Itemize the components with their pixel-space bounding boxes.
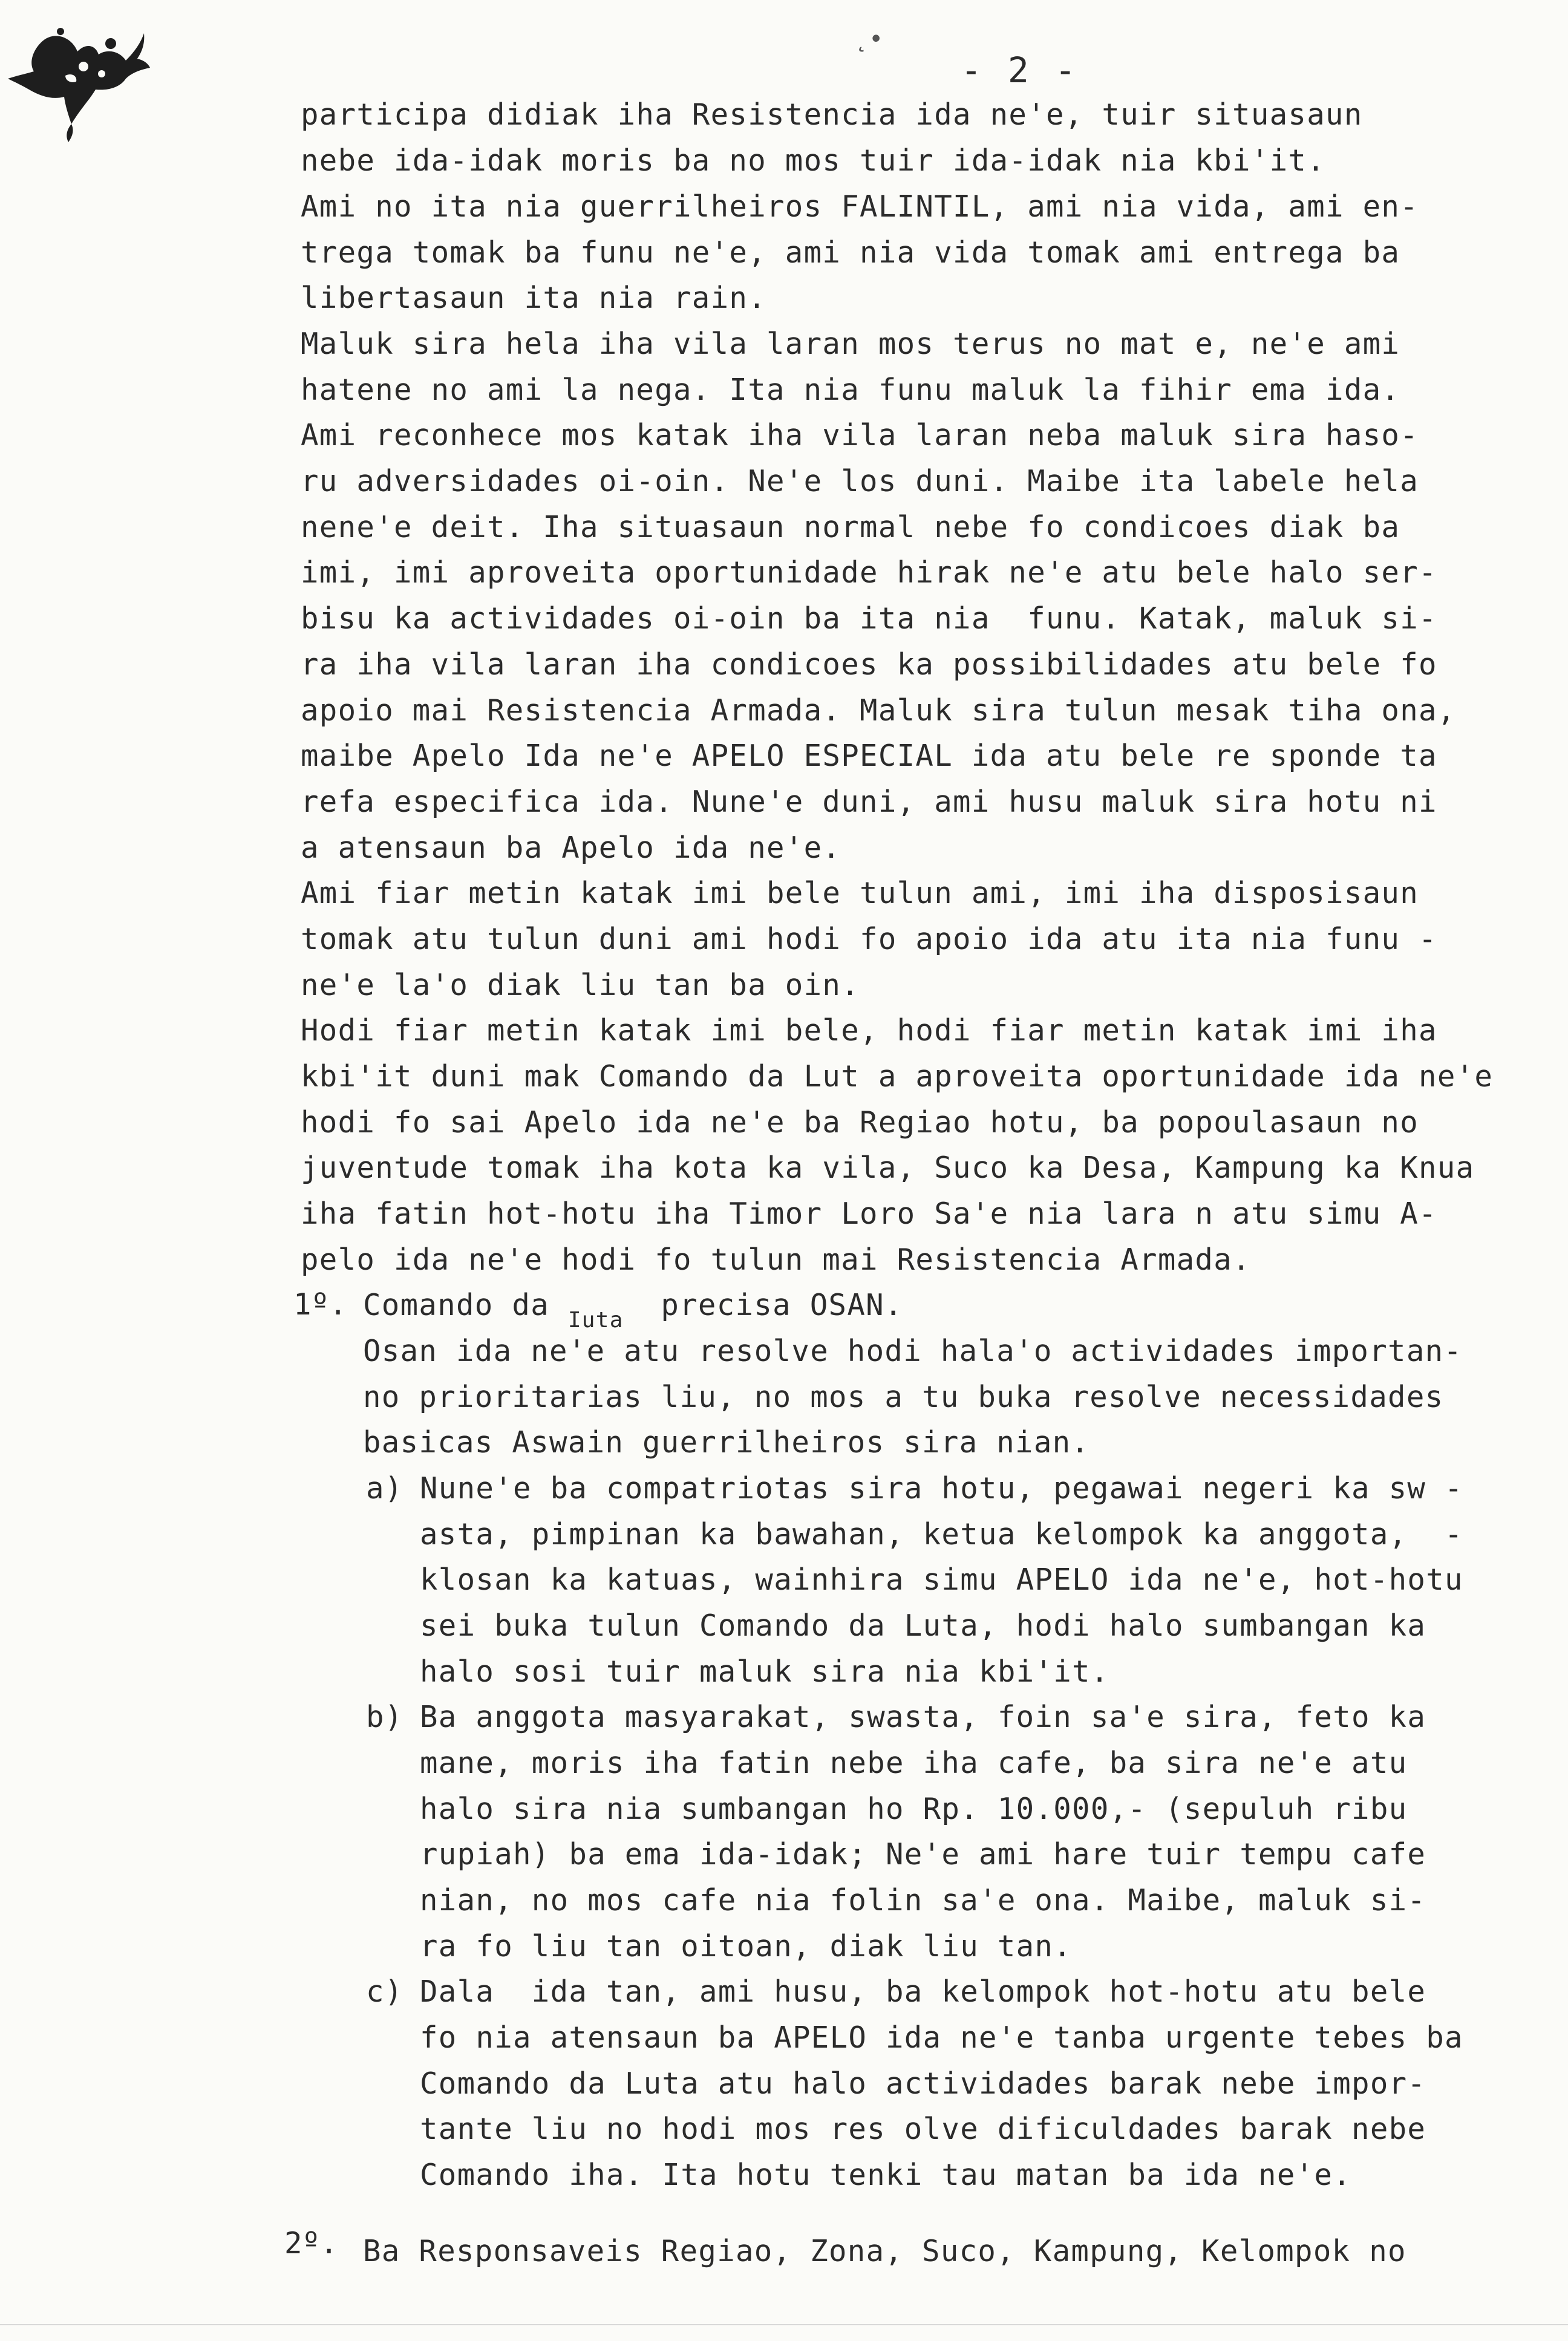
item-marker: b) [366,1700,403,1734]
text-line: ra fo liu tan oitoan, diak liu tan. [420,1929,1073,1964]
text-line: rupiah) ba ema ida-idak; Ne'e ami hare tuir tempu cafe [420,1837,1426,1872]
text-line: apoio mai Resistencia Armada. Maluk sira tulun mesak tiha ona, [301,693,1456,728]
text-line: Maluk sira hela iha vila laran mos terus no mat e, ne'e ami [301,327,1400,361]
text-line: hatene no ami la nega. Ita nia funu maluk la fihir ema ida. [301,373,1400,407]
text-line: mane, moris iha fatin nebe iha cafe, ba sira ne'e atu [420,1746,1408,1780]
ink-speck: ˛• [854,25,884,53]
section-heading: Comando da $_{Iuta}$ precisa OSAN. [363,1288,903,1333]
text-line: Hodi fiar metin katak imi bele, hodi fiar metin katak imi iha [301,1013,1437,1048]
text-line: Comando iha. Ita hotu tenki tau matan ba ida ne'e. [420,2158,1352,2192]
text-line: Ami reconhece mos katak iha vila laran neba maluk sira haso- [301,418,1419,452]
page-bottom-edge [0,2324,1568,2325]
text-line: a atensaun ba Apelo ida ne'e. [301,831,841,865]
text-line: ru adversidades oi-oin. Ne'e los duni. Maibe ita labele hela [301,464,1419,498]
section-number: 1º. [293,1287,347,1322]
text-line: ra iha vila laran iha condicoes ka possibilidades atu bele fo [301,647,1437,682]
text-line: kbi'it duni mak Comando da Lut a aproveita oportunidade ida ne'e [301,1059,1494,1094]
text-line: nene'e deit. Iha situasaun normal nebe fo condicoes diak ba [301,510,1400,544]
text-line: imi, imi aproveita oportunidade hirak ne'e atu bele halo ser- [301,555,1437,590]
text-line: Nune'e ba compatriotas sira hotu, pegawai negeri ka sw - [420,1471,1463,1506]
text-line: participa didiak iha Resistencia ida ne'e, tuir situasaun [301,97,1363,132]
text-line: Osan ida ne'e atu resolve hodi hala'o actividades importan- [363,1334,1463,1368]
text-line: klosan ka katuas, wainhira simu APELO ida ne'e, hot-hotu [420,1562,1463,1597]
text-line: libertasaun ita nia rain. [301,281,767,315]
item-marker: c) [366,1974,403,2009]
text-line: Comando da Luta atu halo actividades barak nebe impor- [420,2066,1426,2101]
text-line: trega tomak ba funu ne'e, ami nia vida tomak ami entrega ba [301,235,1400,270]
text-line: tomak atu tulun duni ami hodi fo apoio ida atu ita nia funu - [301,922,1437,956]
text-line: maibe Apelo Ida ne'e APELO ESPECIAL ida atu bele re sponde ta [301,739,1437,773]
text-line: nian, no mos cafe nia folin sa'e ona. Maibe, maluk si- [420,1883,1426,1918]
text-line: no prioritarias liu, no mos a tu buka resolve necessidades [363,1380,1444,1414]
text-line: halo sira nia sumbangan ho Rp. 10.000,- (sepuluh ribu [420,1792,1408,1826]
text-line: halo sosi tuir maluk sira nia kbi'it. [420,1654,1109,1689]
text-line: Ami fiar metin katak imi bele tulun ami, imi iha disposisaun [301,876,1419,910]
text-line: fo nia atensaun ba APELO ida ne'e tanba urgente tebes ba [420,2020,1463,2055]
section-number: 2º. [284,2226,338,2261]
text-line: Ba anggota masyarakat, swasta, foin sa'e sira, feto ka [420,1700,1426,1734]
text-line: tante liu no hodi mos res olve dificuldades barak nebe [420,2112,1426,2146]
text-line: pelo ida ne'e hodi fo tulun mai Resistencia Armada. [301,1242,1251,1277]
text-line: hodi fo sai Apelo ida ne'e ba Regiao hotu, ba popoulasaun no [301,1105,1419,1140]
text-line: bisu ka actividades oi-oin ba ita nia funu. Katak, maluk si- [301,601,1437,636]
text-line: basicas Aswain guerrilheiros sira nian. [363,1425,1090,1460]
text-line: Ba Responsaveis Regiao, Zona, Suco, Kampung, Kelompok no [363,2234,1406,2268]
ink-stamp-emblem [5,18,156,145]
text-line: nebe ida-idak moris ba no mos tuir ida-idak nia kbi'it. [301,143,1326,178]
text-line: juventude tomak iha kota ka vila, Suco ka Desa, Kampung ka Knua [301,1151,1475,1185]
text-line: asta, pimpinan ka bawahan, ketua kelompok ka anggota, - [420,1517,1463,1552]
text-line: ne'e la'o diak liu tan ba oin. [301,968,860,1002]
text-line: Dala ida tan, ami husu, ba kelompok hot-hotu atu bele [420,1974,1426,2009]
text-line: iha fatin hot-hotu iha Timor Loro Sa'e nia lara n atu simu A- [301,1197,1437,1231]
text-line: Ami no ita nia guerrilheiros FALINTIL, ami nia vida, ami en- [301,189,1419,224]
text-line: sei buka tulun Comando da Luta, hodi halo sumbangan ka [420,1608,1426,1643]
page-number: - 2 - [961,50,1079,91]
text-line: refa especifica ida. Nune'e duni, ami husu maluk sira hotu ni [301,785,1437,819]
item-marker: a) [366,1471,403,1506]
